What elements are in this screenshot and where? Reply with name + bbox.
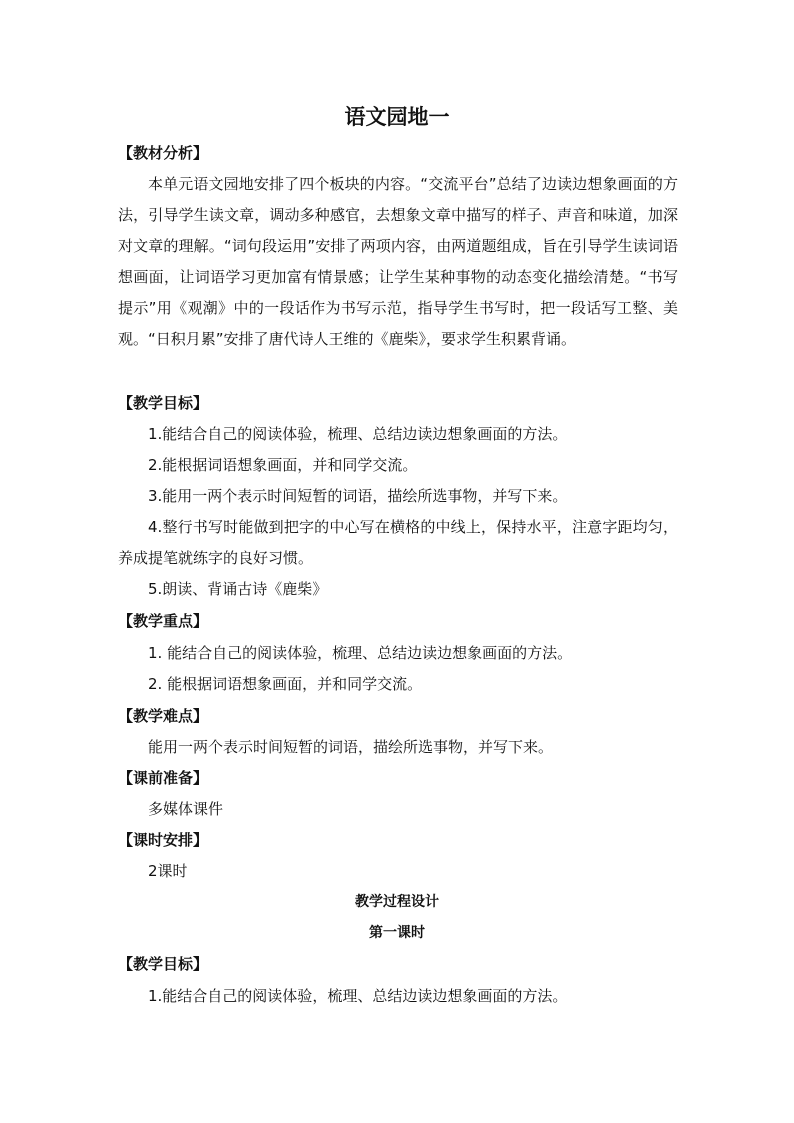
- key-point-item: 2. 能根据词语想象画面，并和同学交流。: [148, 675, 423, 693]
- lesson-title: 第一课时: [369, 925, 425, 941]
- heading-difficulties: 【教学难点】: [118, 707, 209, 725]
- goal-item: 2.能根据词语想象画面，并和同学交流。: [148, 456, 418, 474]
- goal-item: 4.整行书写时能做到把字的中心写在横格的中线上，保持水平，注意字距均匀，养成提笔就练字的良好习惯。: [118, 518, 678, 567]
- lesson-goal-item: 1.能结合自己的阅读体验，梳理、总结边读边想象画面的方法。: [148, 987, 568, 1005]
- heading-analysis: 【教材分析】: [118, 144, 209, 162]
- analysis-paragraph: 本单元语文园地安排了四个板块的内容。“交流平台”总结了边读边想象画面的方法，引导学生读文章，调动多种感官，去想象文章中描写的样子、声音和味道，加深对文章的理解。“词句段运用”安排了两项内容，由两道题组成，旨在引导学生读词语想画面，让词语学习更加富有情景感；让学生某种事物的动态变化描绘清楚。“书写提示”用《观潮》中的一段话作为书写示范，指导学生书写时，把一段话写工整、美观。“日积月累”安排了唐代诗人王维的《鹿柴》，要求学生积累背诵。: [118, 175, 678, 348]
- heading-goals: 【教学目标】: [118, 394, 209, 412]
- heading-key-points: 【教学重点】: [118, 612, 209, 630]
- schedule-text: 2课时: [148, 862, 188, 880]
- goal-item: 5.朗读、背诵古诗《鹿柴》: [148, 580, 328, 598]
- goal-item: 1.能结合自己的阅读体验，梳理、总结边读边想象画面的方法。: [148, 425, 568, 443]
- difficulty-text: 能用一两个表示时间短暂的词语，描绘所选事物，并写下来。: [148, 738, 554, 756]
- key-point-item: 1. 能结合自己的阅读体验，梳理、总结边读边想象画面的方法。: [148, 644, 573, 662]
- heading-preparation: 【课前准备】: [118, 769, 209, 787]
- heading-lesson-goals: 【教学目标】: [118, 955, 209, 973]
- process-title: 教学过程设计: [355, 894, 439, 910]
- page-title: 语文园地一: [344, 104, 450, 129]
- goal-item: 3.能用一两个表示时间短暂的词语，描绘所选事物，并写下来。: [148, 487, 568, 505]
- preparation-text: 多媒体课件: [148, 800, 224, 818]
- heading-schedule: 【课时安排】: [118, 831, 209, 849]
